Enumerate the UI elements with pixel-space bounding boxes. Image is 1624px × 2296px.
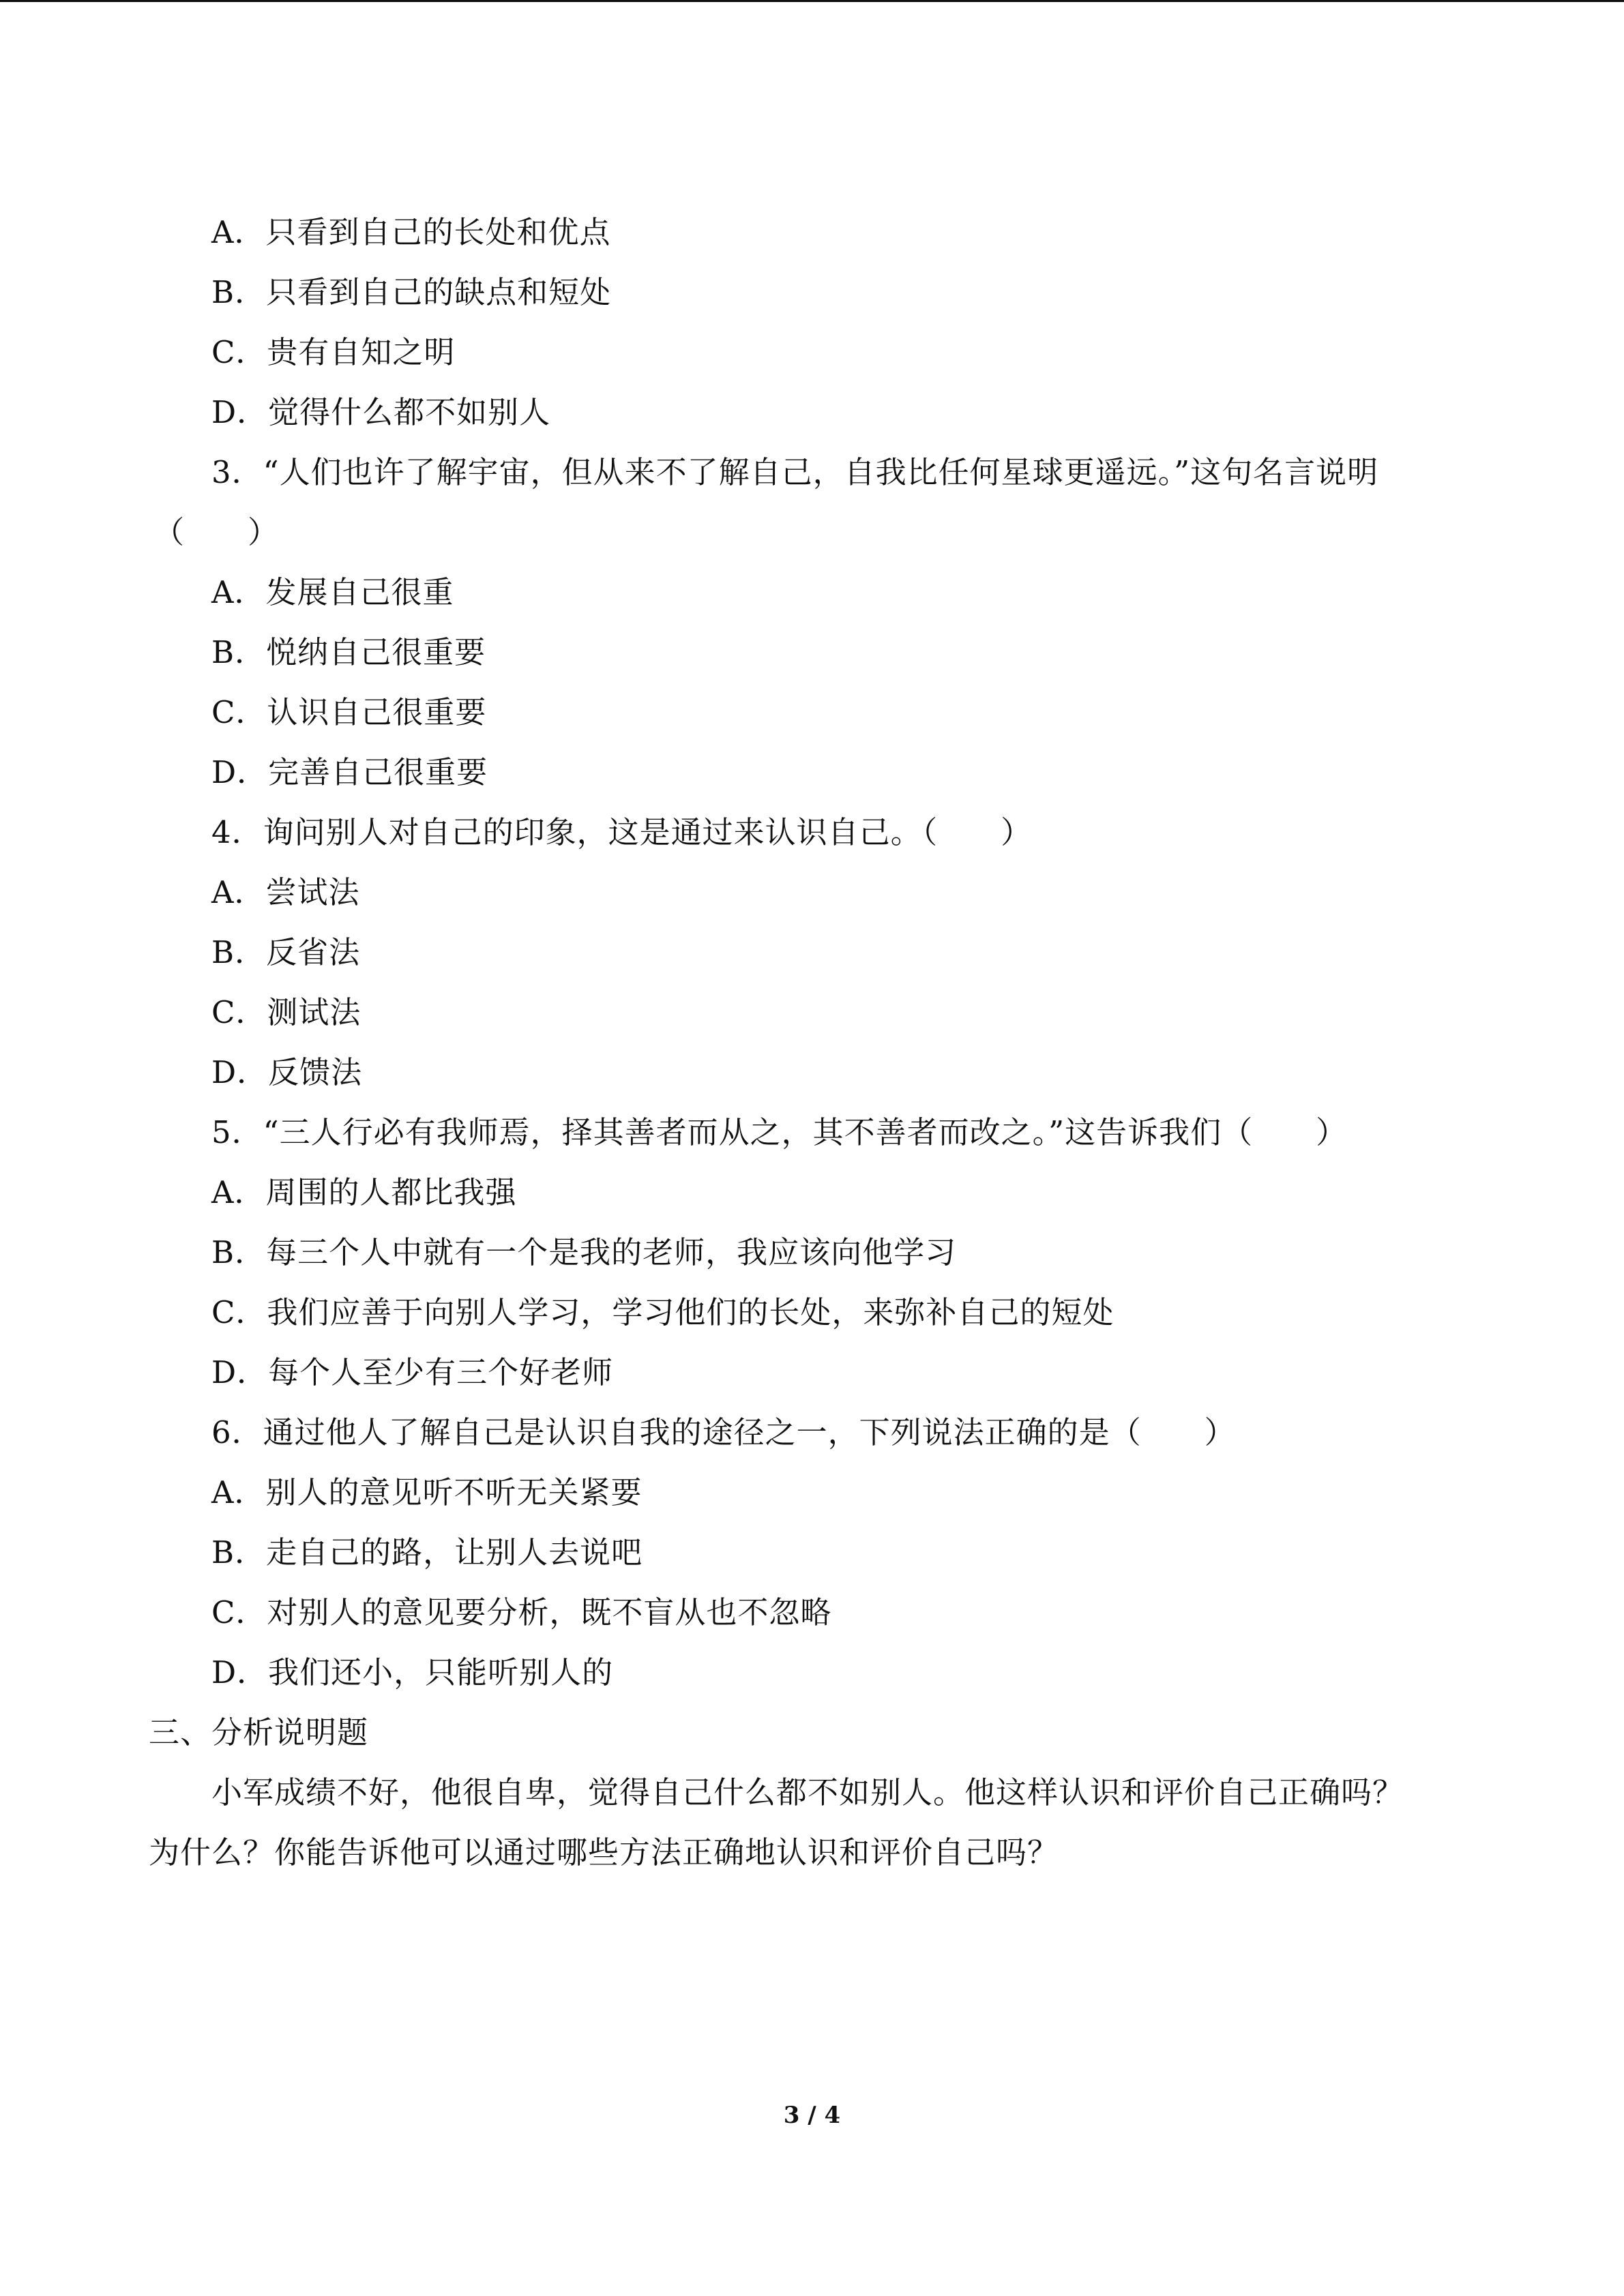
q3-stem: 3．“人们也许了解宇宙，但从来不了解自己，自我比任何星球更遥远。”这句名言说明 [211,454,1379,490]
q4-option-d: D．反馈法 [211,1054,363,1090]
q3-option-b: B．悦纳自己很重要 [211,634,486,670]
q6-option-c: C．对别人的意见要分析，既不盲从也不忽略 [211,1594,832,1630]
q2-option-c: C．贵有自知之明 [211,334,456,370]
q2-option-d: D．觉得什么都不如别人 [211,394,551,430]
q2-option-b: B．只看到自己的缺点和短处 [211,274,612,310]
q3-option-c: C．认识自己很重要 [211,694,487,730]
q3-answer-bracket: （ ） [153,514,280,550]
q6-stem: 6．通过他人了解自己是认识自我的途径之一，下列说法正确的是（ ） [211,1414,1236,1450]
q5-stem: 5．“三人行必有我师焉，择其善者而从之，其不善者而改之。”这告诉我们（ ） [211,1114,1348,1150]
q4-option-b: B．反省法 [211,934,361,970]
q5-option-d: D．每个人至少有三个好老师 [211,1354,614,1390]
q6-option-d: D．我们还小，只能听别人的 [211,1654,614,1690]
q4-stem: 4．询问别人对自己的印象，这是通过来认识自己。（ ） [211,814,1033,850]
section3-heading: 三、分析说明题 [149,1714,369,1750]
q6-option-a: A．别人的意见听不听无关紧要 [211,1474,643,1510]
q4-option-a: A．尝试法 [211,874,360,910]
q5-option-b: B．每三个人中就有一个是我的老师，我应该向他学习 [211,1234,957,1270]
page-number: 3 / 4 [783,2102,841,2129]
section3-paragraph-line1: 小军成绩不好，他很自卑，觉得自己什么都不如别人。他这样认识和评价自己正确吗？ [211,1774,1404,1810]
q4-option-c: C．测试法 [211,994,361,1030]
section3-paragraph-line2: 为什么？你能告诉他可以通过哪些方法正确地认识和评价自己吗？ [149,1834,1059,1870]
q2-option-a: A．只看到自己的长处和优点 [211,214,611,250]
q5-option-a: A．周围的人都比我强 [211,1174,517,1210]
q6-option-b: B．走自己的路，让别人去说吧 [211,1534,643,1570]
q5-option-c: C．我们应善于向别人学习，学习他们的长处，来弥补自己的短处 [211,1294,1114,1330]
q3-option-d: D．完善自己很重要 [211,754,488,790]
q3-option-a: A．发展自己很重 [211,574,454,610]
